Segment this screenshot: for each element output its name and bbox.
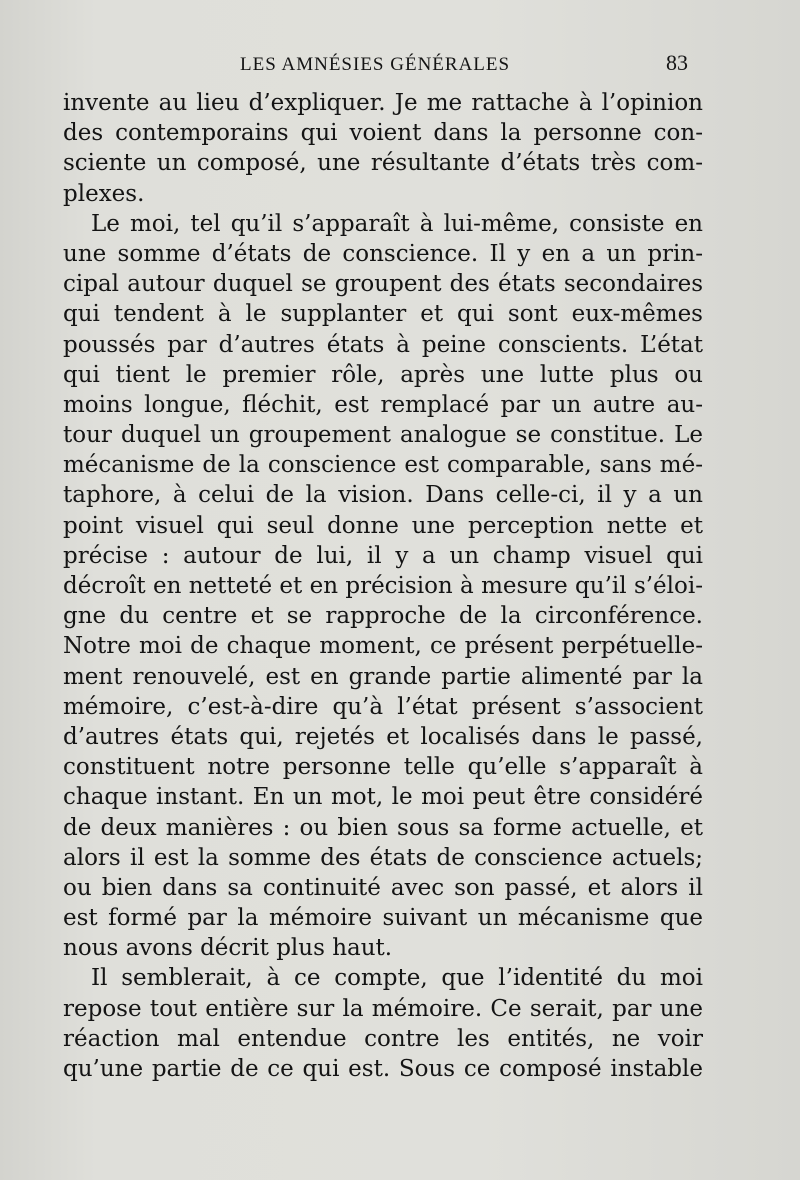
text-line: Il semblerait, à ce compte, que l’identité du moi — [91, 965, 703, 992]
running-title: LES AMNÉSIES GÉNÉRALES — [240, 54, 511, 75]
text-line: qu’une partie de ce qui est. Sous ce composé instable — [63, 1056, 703, 1082]
text-line: précise : autour de lui, il y a un champ visuel qui — [63, 542, 703, 569]
text-line: des contemporains qui voient dans la personne con- — [63, 120, 703, 147]
text-line: qui tendent à le supplanter et qui sont eux-mêmes — [63, 301, 703, 328]
text-line: repose tout entière sur la mémoire. Ce serait, par une — [63, 995, 703, 1022]
body-text — [63, 88, 703, 1084]
text-line: mécanisme de la conscience est comparable, sans mé- — [63, 452, 703, 479]
text-line: point visuel qui seul donne une perception nette et — [63, 512, 703, 539]
text-line: chaque instant. En un mot, le moi peut être considéré — [63, 784, 703, 811]
text-line: plexes. — [63, 180, 145, 207]
text-line: moins longue, fléchit, est remplacé par un autre au- — [63, 391, 703, 418]
text-line: réaction mal entendue contre les entités, ne voir — [63, 1025, 703, 1052]
text-line: sciente un composé, une résultante d’états très com- — [63, 150, 703, 177]
text-line: poussés par d’autres états à peine conscients. L’état — [63, 331, 703, 358]
text-line: nous avons décrit plus haut. — [63, 935, 393, 962]
text-line: est formé par la mémoire suivant un mécanisme que — [63, 905, 703, 932]
text-line: mémoire, c’est-à-dire qu’à l’état présent s’associent — [63, 693, 703, 720]
text-line: Le moi, tel qu’il s’apparaît à lui-même, consiste en — [91, 210, 703, 237]
text-line: qui tient le premier rôle, après une lutte plus ou — [63, 361, 703, 388]
text-line: ment renouvelé, est en grande partie alimenté par la — [63, 663, 703, 690]
text-line: une somme d’états de conscience. Il y en a un prin- — [63, 240, 703, 267]
text-line: Notre moi de chaque moment, ce présent perpétuelle- — [63, 633, 703, 660]
page-number: 83 — [666, 50, 688, 75]
text-line: d’autres états qui, rejetés et localisés dans le passé, — [63, 723, 703, 750]
text-line: de deux manières : ou bien sous sa forme actuelle, et — [63, 814, 703, 841]
text-line: décroît en netteté et en précision à mesure qu’il s’éloi- — [63, 573, 703, 599]
running-head — [60, 50, 700, 80]
text-line: constituent notre personne telle qu’elle s’apparaît à — [63, 754, 703, 781]
text-line: alors il est la somme des états de conscience actuels; — [63, 844, 703, 871]
text-line: taphore, à celui de la vision. Dans celle-ci, il y a un — [63, 482, 703, 509]
text-line: ou bien dans sa continuité avec son passé, et alors il — [63, 874, 703, 901]
text-line: cipal autour duquel se groupent des états secondaires — [63, 271, 703, 298]
text-line: gne du centre et se rapproche de la circonférence. — [63, 603, 703, 630]
text-line: tour duquel un groupement analogue se constitue. Le — [63, 422, 703, 449]
text-line: invente au lieu d’expliquer. Je me rattache à l’opinion — [63, 90, 703, 116]
